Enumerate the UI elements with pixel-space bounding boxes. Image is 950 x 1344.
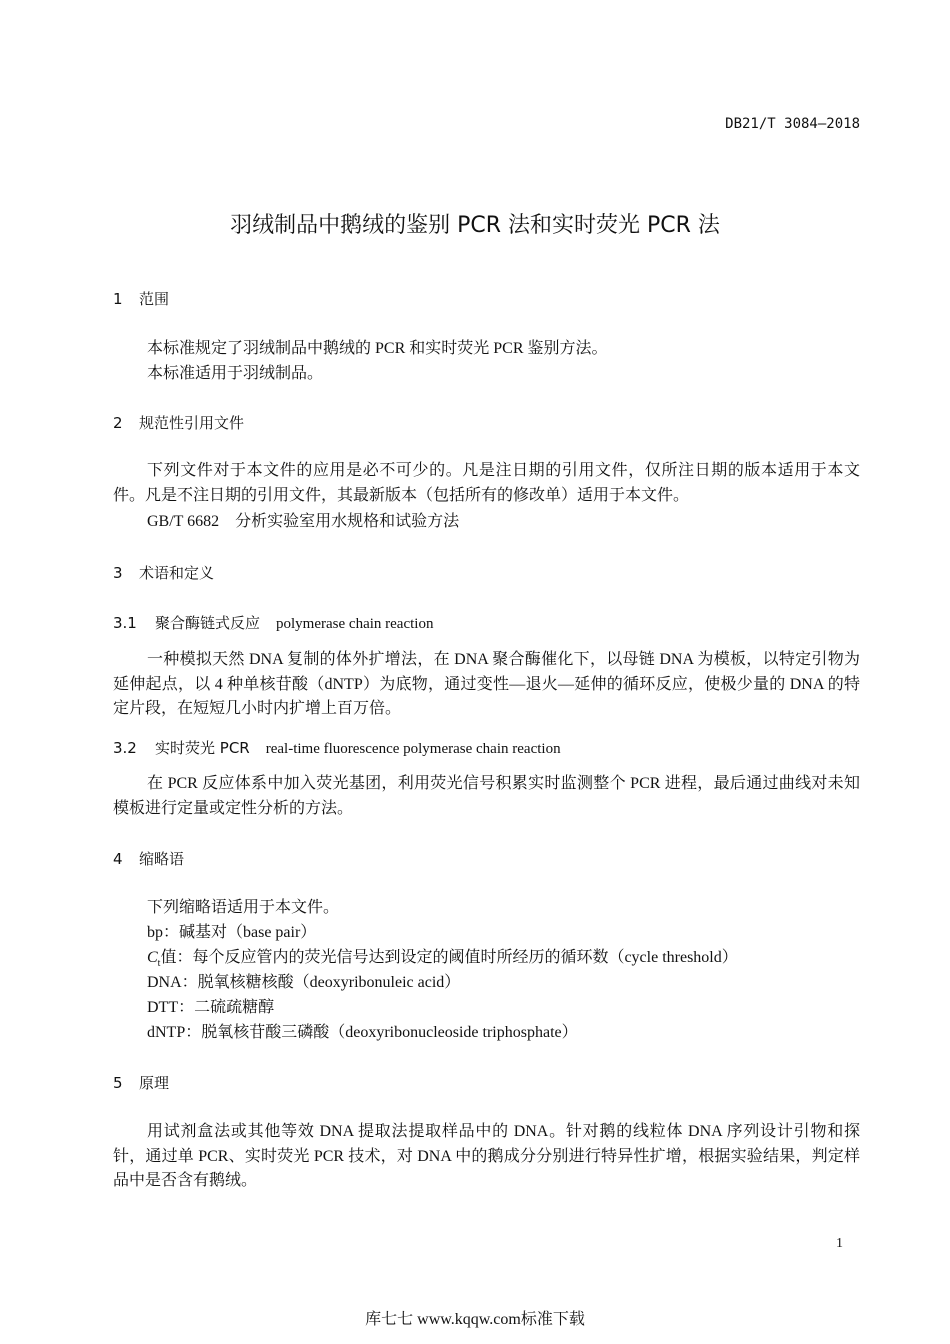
paragraph: 下列文件对于本文件的应用是必不可少的。凡是注日期的引用文件，仅所注日期的版本适用于本文件。凡是不注日期的引用文件，其最新版本（包括所有的修改单）适用于本文件。 [113, 462, 860, 504]
section-title: 原理 [139, 1074, 170, 1092]
page-number: 1 [836, 1236, 843, 1251]
section-title: 范围 [139, 290, 170, 308]
abbr-term: dNTP [147, 1024, 186, 1041]
abbr-term: DNA [147, 974, 182, 991]
section-number: 4 [113, 850, 123, 868]
abbr-text: ：脱氧核苷酸三磷酸（deoxyribonucleoside triphosphate） [185, 1024, 578, 1041]
abbr-term: C [147, 949, 158, 966]
section-title: 术语和定义 [139, 564, 215, 582]
section-heading-4 [113, 848, 184, 869]
section-heading-3 [113, 562, 214, 583]
abbreviation-item [147, 920, 316, 945]
reference-item: GB/T 6682 分析实验室用水规格和试验方法 [147, 513, 460, 530]
section-heading-5 [113, 1072, 169, 1093]
term-number: 3.1 [113, 614, 137, 632]
section-title: 规范性引用文件 [139, 414, 245, 432]
abbr-text: ：二硫疏糖醇 [178, 999, 275, 1016]
paragraph: 本标准规定了羽绒制品中鹅绒的 PCR 和实时荧光 PCR 鉴别方法。 [147, 340, 608, 357]
section-number: 1 [113, 290, 123, 308]
document-title: 羽绒制品中鹅绒的鉴别 PCR 法和实时荧光 PCR 法 [230, 213, 720, 238]
term-zh: 实时荧光 PCR [155, 739, 250, 757]
section-number: 5 [113, 1074, 123, 1092]
footer-watermark: 库七七 www.kqqw.com标准下载 [365, 1311, 585, 1328]
abbr-text: ：碱基对（base pair） [163, 924, 317, 941]
abbreviation-item [147, 995, 274, 1020]
abbr-text: 值：每个反应管内的荧光信号达到设定的阈值时所经历的循环数（cycle threshold） [160, 949, 738, 966]
document-number: DB21/T 3084—2018 [725, 116, 860, 132]
term-number: 3.2 [113, 739, 137, 757]
abbreviation-item [147, 970, 460, 995]
abbreviation-item [147, 1020, 578, 1045]
term-zh: 聚合酶链式反应 [155, 614, 261, 632]
section-title: 缩略语 [139, 850, 185, 868]
term-heading-3-2 [113, 737, 561, 758]
paragraph: 用试剂盒法或其他等效 DNA 提取法提取样品中的 DNA。针对鹅的线粒体 DNA 序列设计引物和探针，通过单 PCR、实时荧光 PCR 技术，对 DNA 中的鹅成分分别进行特异性扩增，根据实验结果，判定样品中是否含有鹅绒。 [113, 1123, 860, 1190]
section-number: 2 [113, 414, 123, 432]
term-en: real-time fluorescence polymerase chain reaction [265, 741, 561, 757]
term-definition: 一种模拟天然 DNA 复制的体外扩增法，在 DNA 聚合酶催化下，以母链 DNA 为模板，以特定引物为延伸起点，以 4 种单核苷酸（dNTP）为底物，通过变性—退火—延伸的循环反应，使极少量的 DNA 的特定片段，在短短几小时内扩增上百万倍。 [113, 651, 860, 718]
abbr-term: bp [147, 924, 163, 941]
term-en: polymerase chain reaction [276, 616, 434, 632]
section-heading-1 [113, 288, 169, 309]
abbr-subscript: t [157, 958, 161, 970]
abbr-term: DTT [147, 999, 179, 1016]
abbr-text: ：脱氧核糖核酸（deoxyribonuleic acid） [181, 974, 461, 991]
term-definition: 在 PCR 反应体系中加入荧光基团，利用荧光信号积累实时监测整个 PCR 进程，最后通过曲线对未知模板进行定量或定性分析的方法。 [113, 775, 860, 817]
section-number: 3 [113, 564, 123, 582]
section-heading-2 [113, 412, 244, 433]
paragraph: 下列缩略语适用于本文件。 [147, 899, 340, 916]
term-heading-3-1 [113, 612, 433, 633]
paragraph: 本标准适用于羽绒制品。 [147, 365, 324, 382]
